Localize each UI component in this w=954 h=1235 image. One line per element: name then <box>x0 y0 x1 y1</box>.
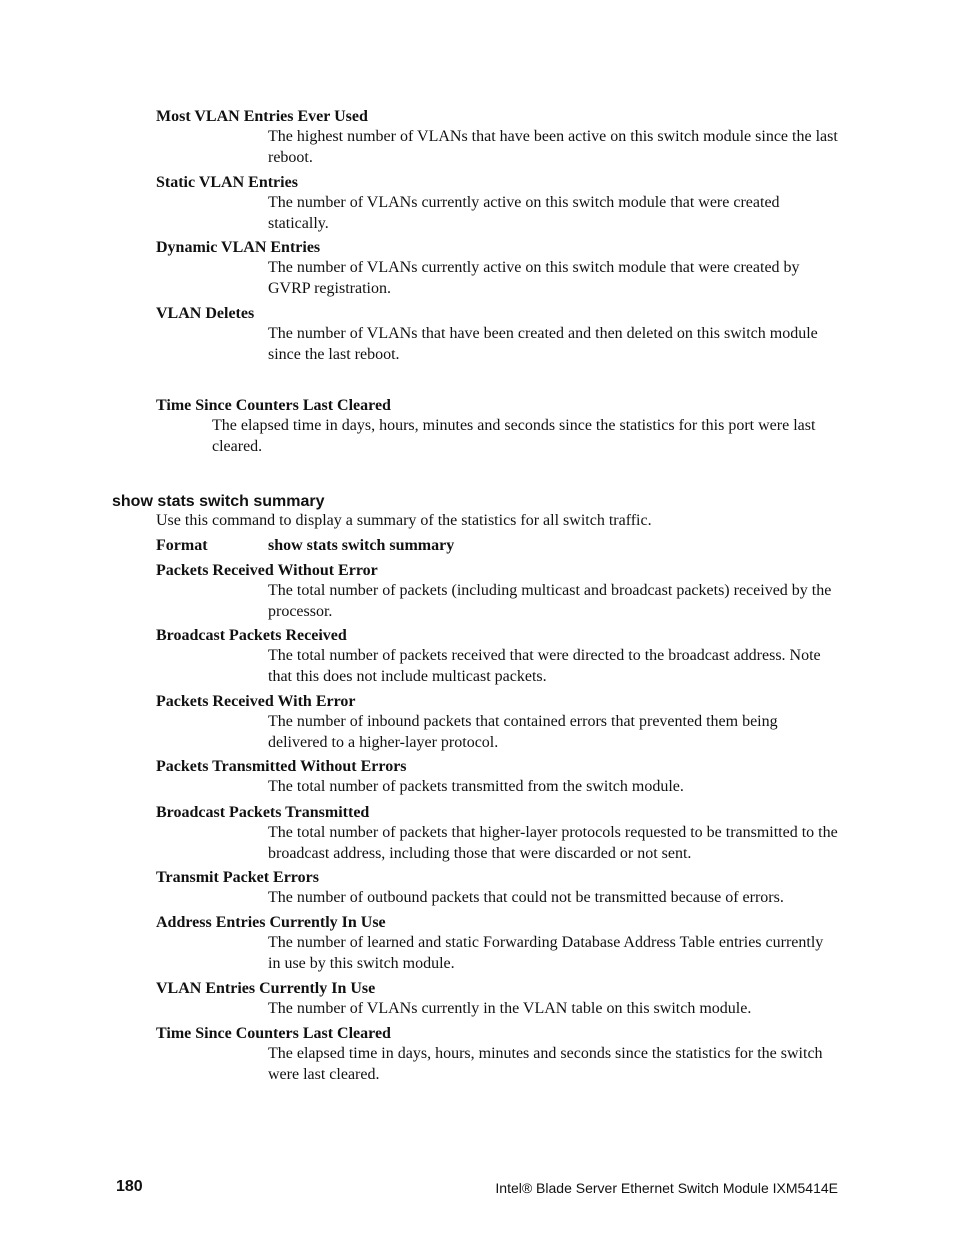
format-label: Format <box>156 537 208 554</box>
desc-vlan-deletes: The number of VLANs that have been created and then deleted on this switch module since the last reboot. <box>268 325 818 363</box>
desc-packets-received-without-error: The total number of packets (including multicast and broadcast packets) received by the processor. <box>268 582 832 620</box>
term-vlan-deletes: VLAN Deletes <box>156 305 255 322</box>
desc-dynamic-vlan-entries: The number of VLANs currently active on this switch module that were created by GVRP registration. <box>268 259 800 297</box>
term-time-since-switch-cleared: Time Since Counters Last Cleared <box>156 1025 391 1042</box>
desc-packets-transmitted-without-errors: The total number of packets transmitted from the switch module. <box>268 778 684 795</box>
desc-static-vlan-entries: The number of VLANs currently active on this switch module that were created statically. <box>268 194 780 232</box>
term-time-since-port-cleared: Time Since Counters Last Cleared <box>156 397 391 414</box>
section-title: show stats switch summary <box>112 493 325 510</box>
desc-packets-received-with-error: The number of inbound packets that contained errors that prevented them being delivered to a higher-layer protocol. <box>268 713 778 751</box>
desc-broadcast-packets-transmitted: The total number of packets that higher-layer protocols requested to be transmitted to the broadcast address, including those that were discarded or not sent. <box>268 824 838 862</box>
page-number: 180 <box>116 1178 143 1195</box>
format-value: show stats switch summary <box>268 537 455 554</box>
desc-transmit-packet-errors: The number of outbound packets that could not be transmitted because of errors. <box>268 889 784 906</box>
term-broadcast-packets-transmitted: Broadcast Packets Transmitted <box>156 804 370 821</box>
term-packets-transmitted-without-errors: Packets Transmitted Without Errors <box>156 758 407 775</box>
desc-time-since-port-cleared: The elapsed time in days, hours, minutes and seconds since the statistics for this port were last cleared. <box>212 417 816 455</box>
desc-time-since-switch-cleared: The elapsed time in days, hours, minutes and seconds since the statistics for the switch were last cleared. <box>268 1045 823 1083</box>
desc-vlan-entries-in-use: The number of VLANs currently in the VLAN table on this switch module. <box>268 1000 752 1017</box>
term-address-entries-in-use: Address Entries Currently In Use <box>156 914 386 931</box>
term-most-vlan-entries: Most VLAN Entries Ever Used <box>156 108 368 125</box>
term-transmit-packet-errors: Transmit Packet Errors <box>156 869 319 886</box>
term-dynamic-vlan-entries: Dynamic VLAN Entries <box>156 239 321 256</box>
desc-address-entries-in-use: The number of learned and static Forwarding Database Address Table entries currently in use by this switch module. <box>268 934 824 972</box>
term-broadcast-packets-received: Broadcast Packets Received <box>156 627 347 644</box>
desc-most-vlan-entries: The highest number of VLANs that have been active on this switch module since the last reboot. <box>268 128 838 166</box>
term-packets-received-without-error: Packets Received Without Error <box>156 562 378 579</box>
term-packets-received-with-error: Packets Received With Error <box>156 693 356 710</box>
desc-broadcast-packets-received: The total number of packets received that were directed to the broadcast address. Note that this does not include multicast packets. <box>268 647 821 685</box>
term-static-vlan-entries: Static VLAN Entries <box>156 174 298 191</box>
term-vlan-entries-in-use: VLAN Entries Currently In Use <box>156 980 376 997</box>
section-intro: Use this command to display a summary of the statistics for all switch traffic. <box>156 512 652 529</box>
footer-doc-title: Intel® Blade Server Ethernet Switch Module IXM5414E <box>495 1180 838 1196</box>
